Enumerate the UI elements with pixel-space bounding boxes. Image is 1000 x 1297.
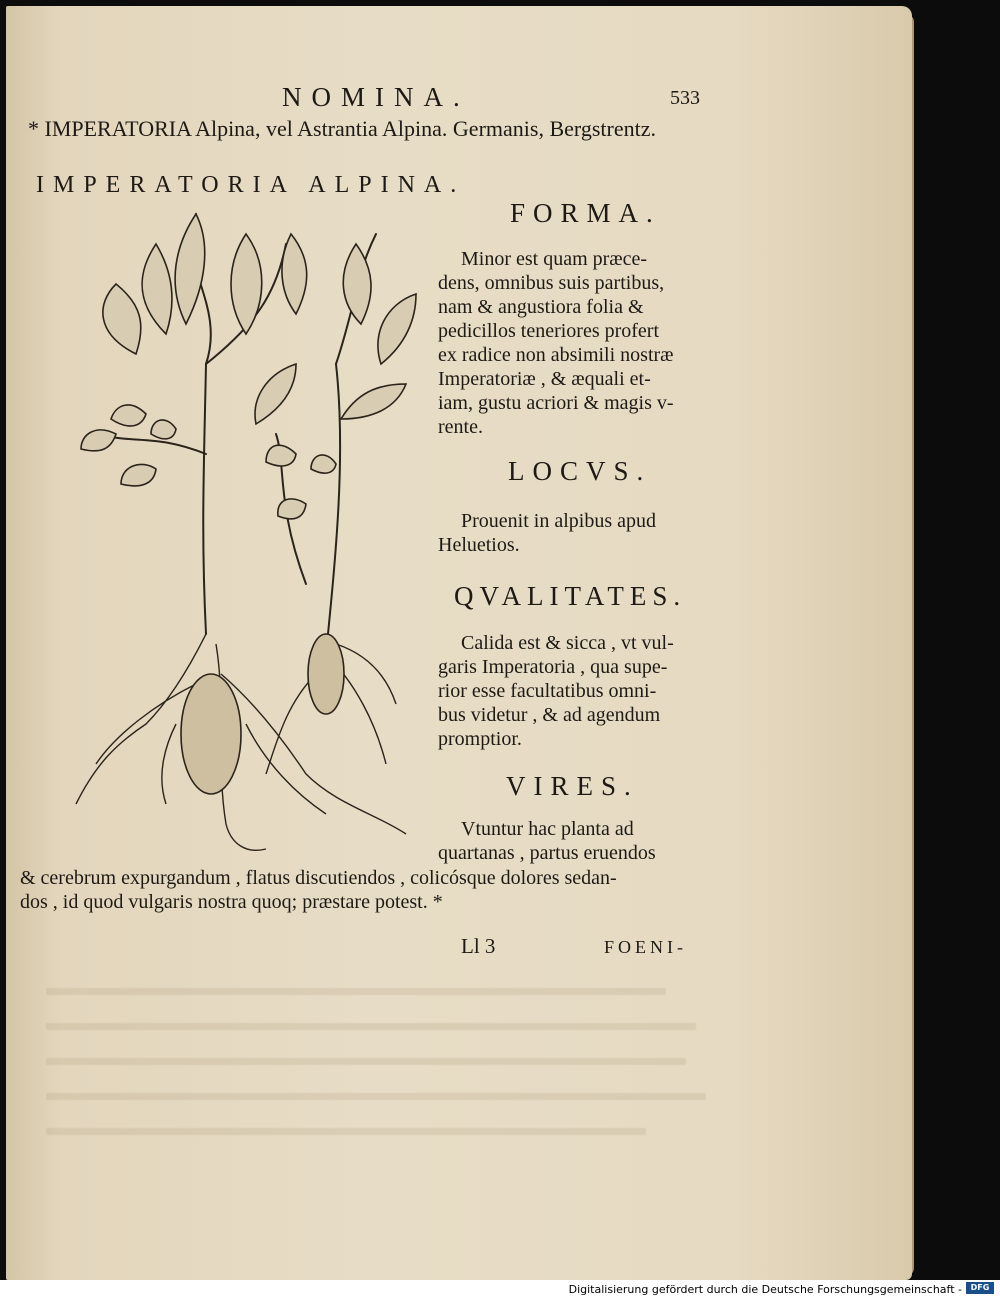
forma-line: Minor est quam præce-: [461, 248, 648, 270]
forma-line: rente.: [438, 416, 483, 438]
locus-line: Prouenit in alpibus apud: [461, 510, 656, 532]
plant-title: IMPERATORIA ALPINA.: [36, 172, 466, 198]
plant-woodcut-illustration: [56, 204, 426, 864]
section-heading-qualitates: QVALITATES.: [454, 581, 687, 611]
bleed-through-shadow: [46, 966, 746, 1136]
catchword: FOENI-: [604, 937, 687, 957]
qualitates-line: Calida est & sicca , vt vul-: [461, 632, 674, 654]
forma-line: ex radice non absimili nostræ: [438, 344, 674, 366]
names-line: * IMPERATORIA Alpina, vel Astrantia Alpina. Germanis, Bergstrentz.: [28, 116, 656, 141]
forma-line: Imperatoriæ , & æquali et-: [438, 368, 651, 390]
dfg-logo: DFG: [966, 1282, 994, 1294]
forma-line: iam, gustu acriori & magis v-: [438, 392, 674, 414]
forma-line: pedicillos teneriores profert: [438, 320, 660, 342]
running-head: NOMINA.: [282, 82, 470, 112]
page-number: 533: [670, 87, 700, 109]
qualitates-line: bus videtur , & ad agendum: [438, 704, 661, 726]
section-heading-locus: LOCVS.: [508, 456, 652, 486]
forma-line: nam & angustiora folia &: [438, 296, 644, 318]
funding-credit: Digitalisierung gefördert durch die Deutsche Forschungsgemeinschaft -: [568, 1283, 962, 1296]
vires-line: quartanas , partus eruendos: [438, 842, 656, 864]
locus-line: Heluetios.: [438, 534, 520, 556]
vires-full-line: dos , id quod vulgaris nostra quoq; præstare potest. *: [20, 891, 443, 913]
signature-mark: Ll 3: [461, 934, 496, 958]
forma-line: dens, omnibus suis partibus,: [438, 272, 665, 294]
vires-full-line: & cerebrum expurgandum , flatus discutiendos , colicósque dolores sedan-: [20, 867, 617, 889]
book-page: [6, 6, 912, 1280]
section-heading-vires: VIRES.: [506, 771, 639, 801]
qualitates-line: garis Imperatoria , qua supe-: [438, 656, 668, 678]
qualitates-line: rior esse facultatibus omni-: [438, 680, 657, 702]
vires-line: Vtuntur hac planta ad: [461, 818, 634, 840]
section-heading-forma: FORMA.: [510, 198, 661, 228]
qualitates-line: promptior.: [438, 728, 522, 750]
